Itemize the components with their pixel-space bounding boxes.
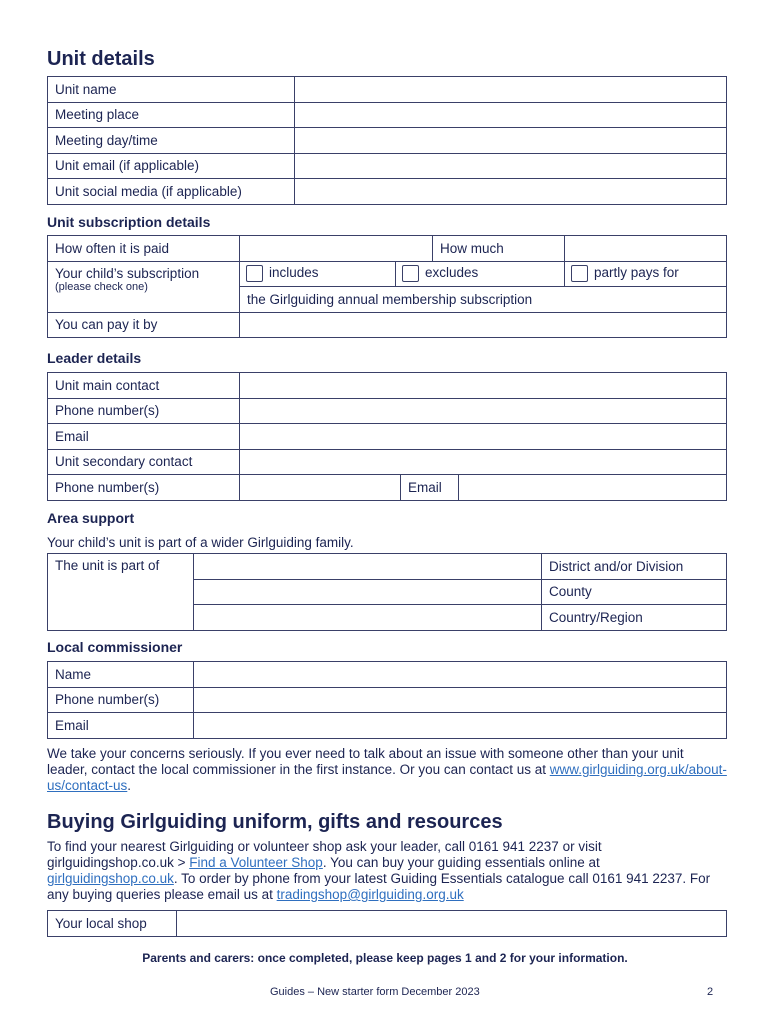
secondary-contact-field[interactable]	[240, 449, 727, 475]
meeting-time-label: Meeting day/time	[48, 128, 295, 154]
meeting-place-field[interactable]	[295, 102, 727, 128]
footer-title: Guides – New starter form December 2023	[270, 986, 480, 998]
district-field[interactable]	[194, 554, 542, 580]
area-heading: Area support	[47, 510, 135, 526]
buying-heading: Buying Girlguiding uniform, gifts and resources	[47, 811, 503, 833]
pay-by-field[interactable]	[240, 312, 727, 338]
secondary-phone-label: Phone number(s)	[48, 475, 240, 501]
commissioner-email-label: Email	[48, 713, 194, 739]
commissioner-email-field[interactable]	[194, 713, 727, 739]
leader-heading: Leader details	[47, 350, 142, 366]
tradingshop-email-link[interactable]: tradingshop@girlguiding.org.uk	[276, 887, 464, 902]
commissioner-phone-field[interactable]	[194, 687, 727, 713]
leader-email-field[interactable]	[240, 424, 727, 450]
country-label: Country/Region	[542, 605, 727, 631]
commissioner-heading: Local commissioner	[47, 639, 183, 655]
buying-text-3: . To order by phone from your latest Guiding Essentials catalogue call 0161 941 2237. For any buying queries please email us at	[47, 871, 711, 902]
district-label: District and/or Division	[542, 554, 727, 580]
how-much-field[interactable]	[565, 236, 727, 262]
child-subscription-cell	[48, 261, 240, 312]
excludes-option[interactable]	[396, 261, 565, 287]
commissioner-phone-label: Phone number(s)	[48, 687, 194, 713]
pay-by-label: You can pay it by	[48, 312, 240, 338]
commissioner-table	[47, 661, 727, 739]
partly-option[interactable]	[565, 261, 727, 287]
unit-name-label: Unit name	[48, 77, 295, 103]
local-shop-table	[47, 910, 727, 937]
membership-text: the Girlguiding annual membership subscription	[240, 287, 727, 313]
area-intro: Your child’s unit is part of a wider Girlguiding family.	[47, 535, 354, 550]
partly-checkbox[interactable]	[571, 265, 588, 282]
unit-social-label: Unit social media (if applicable)	[48, 179, 295, 205]
excludes-label: excludes	[425, 265, 479, 281]
find-volunteer-shop-link[interactable]: Find a Volunteer Shop	[189, 855, 323, 870]
secondary-email-field[interactable]	[459, 475, 727, 501]
check-one-note: (please check one)	[55, 280, 148, 293]
area-table	[47, 553, 727, 631]
meeting-place-label: Meeting place	[48, 102, 295, 128]
main-contact-field[interactable]	[240, 373, 727, 399]
includes-option[interactable]	[240, 261, 396, 287]
leader-email-label: Email	[48, 424, 240, 450]
county-field[interactable]	[194, 579, 542, 605]
child-subscription-label: Your child’s subscription	[55, 265, 200, 281]
parents-note: Parents and carers: once completed, please keep pages 1 and 2 for your information.	[142, 951, 628, 965]
secondary-contact-label: Unit secondary contact	[48, 449, 240, 475]
includes-label: includes	[269, 265, 319, 281]
meeting-time-field[interactable]	[295, 128, 727, 154]
buying-text-1: To find your nearest Girlguiding or volunteer shop ask your leader, call 0161 941 2237 or visit girlguidingshop.co.uk >	[47, 839, 602, 870]
concerns-text: We take your concerns seriously. If you ever need to talk about an issue with someone other than your unit leader, contact the local commissioner in the first instance. Or you can contact us at	[47, 746, 684, 777]
buying-text-2: . You can buy your guiding essentials online at	[322, 855, 600, 870]
how-often-label: How often it is paid	[48, 236, 240, 262]
concerns-end: .	[127, 778, 132, 793]
main-contact-label: Unit main contact	[48, 373, 240, 399]
how-much-label: How much	[433, 236, 565, 262]
leader-table	[47, 372, 727, 501]
unit-part-of-label: The unit is part of	[48, 554, 194, 631]
subscription-table	[47, 235, 727, 338]
unit-email-label: Unit email (if applicable)	[48, 153, 295, 179]
county-label: County	[542, 579, 727, 605]
unit-social-field[interactable]	[295, 179, 727, 205]
unit-email-field[interactable]	[295, 153, 727, 179]
leader-phone-label: Phone number(s)	[48, 398, 240, 424]
commissioner-name-label: Name	[48, 662, 194, 688]
excludes-checkbox[interactable]	[402, 265, 419, 282]
unit-details-heading: Unit details	[47, 48, 155, 70]
local-shop-field[interactable]	[177, 911, 727, 937]
page-number: 2	[707, 986, 714, 998]
local-shop-label: Your local shop	[48, 911, 177, 937]
subscription-heading: Unit subscription details	[47, 214, 211, 230]
how-often-field[interactable]	[240, 236, 433, 262]
unit-details-table	[47, 76, 727, 205]
commissioner-name-field[interactable]	[194, 662, 727, 688]
buying-paragraph	[47, 839, 727, 903]
unit-name-field[interactable]	[295, 77, 727, 103]
includes-checkbox[interactable]	[246, 265, 263, 282]
leader-phone-field[interactable]	[240, 398, 727, 424]
secondary-email-label: Email	[401, 475, 459, 501]
concerns-paragraph	[47, 746, 727, 794]
contact-us-link[interactable]: www.girlguiding.org.uk/about-us/contact-us	[47, 762, 727, 793]
country-field[interactable]	[194, 605, 542, 631]
partly-label: partly pays for	[594, 265, 679, 281]
secondary-phone-field[interactable]	[240, 475, 401, 501]
girlguidingshop-link[interactable]: girlguidingshop.co.uk	[47, 871, 174, 886]
